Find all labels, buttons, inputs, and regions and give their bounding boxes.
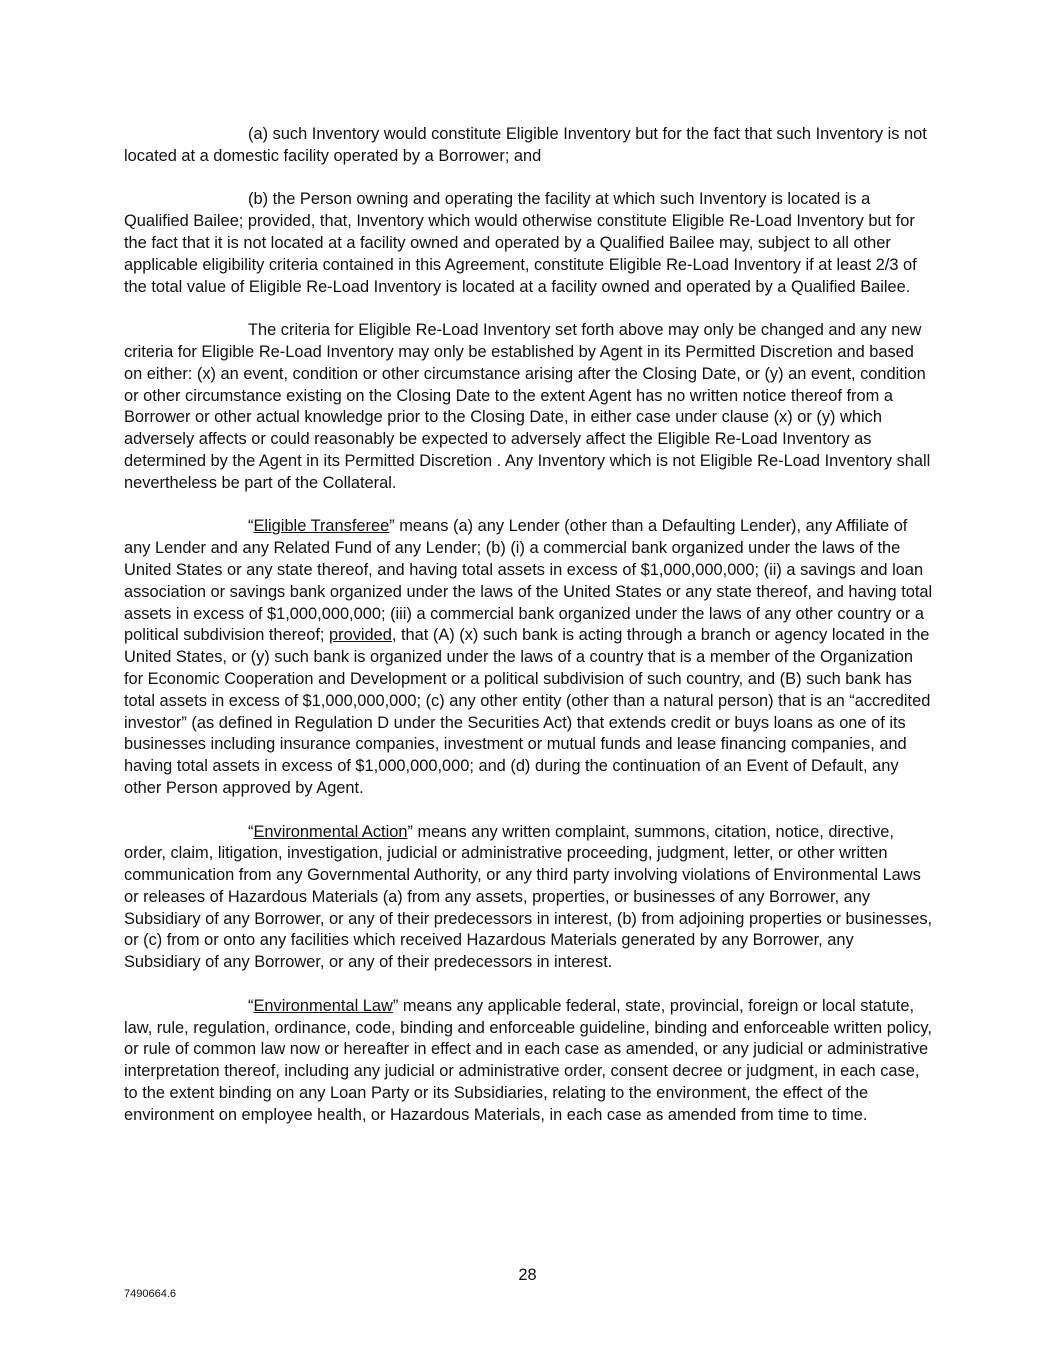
environmental-action-text: ” means any written complaint, summons, citation, notice, directive, order, claim, litigation, investigation, judicial or administrative proceeding, judgment, letter, or other written communication from any Governmental Authority, or any third party involving violations of Environmental Laws or releases of Hazardous Materials (a) from any assets, properties, or businesses of any Borrower, any Subsidiary of any Borrower, or any of their predecessors in interest, (b) from adjoining properties or businesses, or (c) from or onto any facilities which received Hazardous Materials generated by any Borrower, any Subsidiary of any Borrower, or any of their predecessors in interest.: [124, 822, 933, 972]
eligible-transferee-text-2: , that (A) (x) such bank is acting through a branch or agency located in the United States, or (y) such bank is organized under the laws of a country that is a member of the Organization for Economic Cooperation and Development or a political subdivision of such country, and (B) such bank has total assets in excess of $1,000,000,000; (c) any other entity (other than a natural person) that is an “accredited investor” (as defined in Regulation D under the Securities Act) that extends credit or buys loans as one of its businesses including insurance companies, investment or mutual funds and lease financing companies, and having total assets in excess of $1,000,000,000; and (d) during the continuation of an Event of Default, any other Person approved by Agent.: [124, 626, 931, 797]
defined-term-eligible-transferee: Eligible Transferee: [253, 517, 390, 536]
paragraph-a: [124, 124, 934, 168]
defined-term-environmental-action: Environmental Action: [253, 822, 408, 841]
defined-term-environmental-law: Environmental Law: [253, 996, 393, 1015]
provided-term: provided: [329, 626, 392, 645]
page-body: [124, 124, 934, 1148]
paragraph-b-text: (b) the Person owning and operating the facility at which such Inventory is located is a Qualified Bailee; provided, that, Inventory which would otherwise constitute Eligible Re-Load Inventory but for the fact that it is not located at a facility owned and operated by a Qualified Bailee may, subject to all other applicable eligibility criteria contained in this Agreement, constitute Eligible Re-Load Inventory if at least 2/3 of the total value of Eligible Re-Load Inventory is located at a facility owned and operated by a Qualified Bailee.: [124, 190, 917, 296]
paragraph-criteria: [124, 320, 934, 494]
page-number: 28: [518, 1266, 537, 1284]
eligible-transferee-text-1: ” means (a) any Lender (other than a Defaulting Lender), any Affiliate of any Lender and any Related Fund of any Lender; (b) (i) a commercial bank organized under the laws of the United States or any state thereof, and having total assets in excess of $1,000,000,000; (ii) a savings and loan association or savings bank organized under the laws of the United States or any state thereof, and having total assets in excess of $1,000,000,000; (iii) a commercial bank organized under the laws of any other country or a political subdivision thereof;: [124, 517, 933, 645]
environmental-law-text: ” means any applicable federal, state, provincial, foreign or local statute, law, rule, regulation, ordinance, code, binding and enforceable guideline, binding and enforceable written policy, or rule of common law now or hereafter in effect and in each case as amended, or any judicial or administrative interpretation thereof, including any judicial or administrative order, consent decree or judgment, in each case, to the extent binding on any Loan Party or its Subsidiaries, relating to the environment, the effect of the environment on employee health, or Hazardous Materials, in each case as amended from time to time.: [124, 996, 932, 1124]
document-id: 7490664.6: [124, 1288, 176, 1300]
paragraph-b: [124, 189, 934, 298]
open-quote: “: [248, 822, 254, 841]
definition-environmental-action: [124, 822, 934, 975]
open-quote: “: [248, 517, 254, 536]
definition-eligible-transferee: [124, 516, 934, 799]
open-quote: “: [248, 996, 254, 1015]
paragraph-a-text: (a) such Inventory would constitute Eligible Inventory but for the fact that such Inventory is not located at a domestic facility operated by a Borrower; and: [124, 125, 927, 165]
paragraph-criteria-text: The criteria for Eligible Re-Load Inventory set forth above may only be changed and any new criteria for Eligible Re-Load Inventory may only be established by Agent in its Permitted Discretion and based on either: (x) an event, condition or other circumstance arising after the Closing Date, or (y) an event, condition or other circumstance existing on the Closing Date to the extent Agent has no written notice thereof from a Borrower or other actual knowledge prior to the Closing Date, in either case under clause (x) or (y) which adversely affects or could reasonably be expected to adversely affect the Eligible Re-Load Inventory as determined by the Agent in its Permitted Discretion . Any Inventory which is not Eligible Re-Load Inventory shall nevertheless be part of the Collateral.: [124, 321, 931, 492]
definition-environmental-law: [124, 996, 934, 1127]
